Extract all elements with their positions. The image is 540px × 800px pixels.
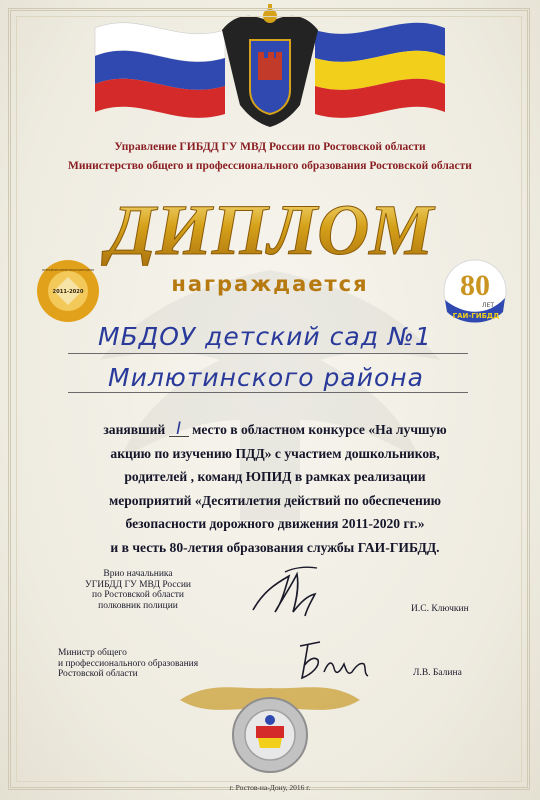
signatory-1-role-line: УГИБДД ГУ МВД России (84, 579, 191, 590)
anniversary-number: 80 (460, 269, 490, 302)
signatory-1-name: И.С. Ключкин (411, 604, 469, 614)
anniversary-years-word: ЛЕТ (482, 302, 494, 309)
signatory-2-role-line: и профессионального образования (58, 658, 199, 669)
issuer-line-2: Министерство общего и профессионального образования Ростовской области (68, 160, 472, 172)
signatory-2-name: Л.В. Балина (413, 668, 462, 678)
recipient-line-2: Милютинского района (108, 363, 424, 392)
recipient-line-1: МБДОУ детский сад №1 (98, 322, 432, 351)
signatory-1-role-line: полковник полиции (98, 600, 178, 611)
signatory-1-role-line: по Ростовской области (92, 590, 184, 600)
signature-2 (290, 632, 390, 687)
decade-badge-years: 2011-2020 (52, 289, 84, 295)
city-and-date: г. Ростов-на-Дону, 2016 г. (229, 783, 311, 792)
award-line-1-rest: место в областном конкурсе «На лучшую (192, 422, 447, 437)
signatory-2-role-line: Ростовской области (58, 669, 138, 679)
recipient-underline-1 (68, 353, 468, 354)
diploma-title-text: ДИПЛОМ (106, 190, 434, 266)
decade-badge-circle-text: ДЕСЯТИЛЕТИЕ ДЕЙСТВИЙ ПО ОБЕСПЕЧЕНИЮ БЕЗОПАСНОСТИ ДОРОЖНОГО ДВИЖЕНИЯ (42, 268, 181, 272)
signatory-2-role (58, 648, 228, 680)
signatory-2-role-line: Министр общего (58, 648, 127, 658)
award-line-4: мероприятий «Десятилетия действий по обеспечению (108, 492, 442, 508)
signatory-1-role-line: Врио начальника (103, 569, 173, 579)
anniversary-band-text: ГАИ-ГИБДД (452, 312, 500, 320)
award-prefix: занявший (103, 422, 166, 437)
award-description (40, 418, 510, 559)
award-line-6: и в честь 80-летия образования службы ГАИ-ГИБДД. (110, 539, 440, 555)
place-number: I (169, 422, 189, 437)
award-line-2: акцию по изучению ПДД» с участием дошкольников, (110, 445, 440, 461)
awarded-subtitle: награждается (171, 272, 369, 296)
award-line-5: безопасности дорожного движения 2011-2020 гг.» (125, 516, 425, 531)
signatory-1-role (68, 569, 208, 611)
award-line-3: родителей , команд ЮПИД в рамках реализации (124, 469, 426, 484)
signature-1 (245, 562, 335, 622)
recipient-underline-2 (68, 392, 468, 393)
issuer-line-1: Управление ГИБДД ГУ МВД России по Ростовской области (114, 141, 426, 153)
award-line-1 (40, 418, 510, 442)
